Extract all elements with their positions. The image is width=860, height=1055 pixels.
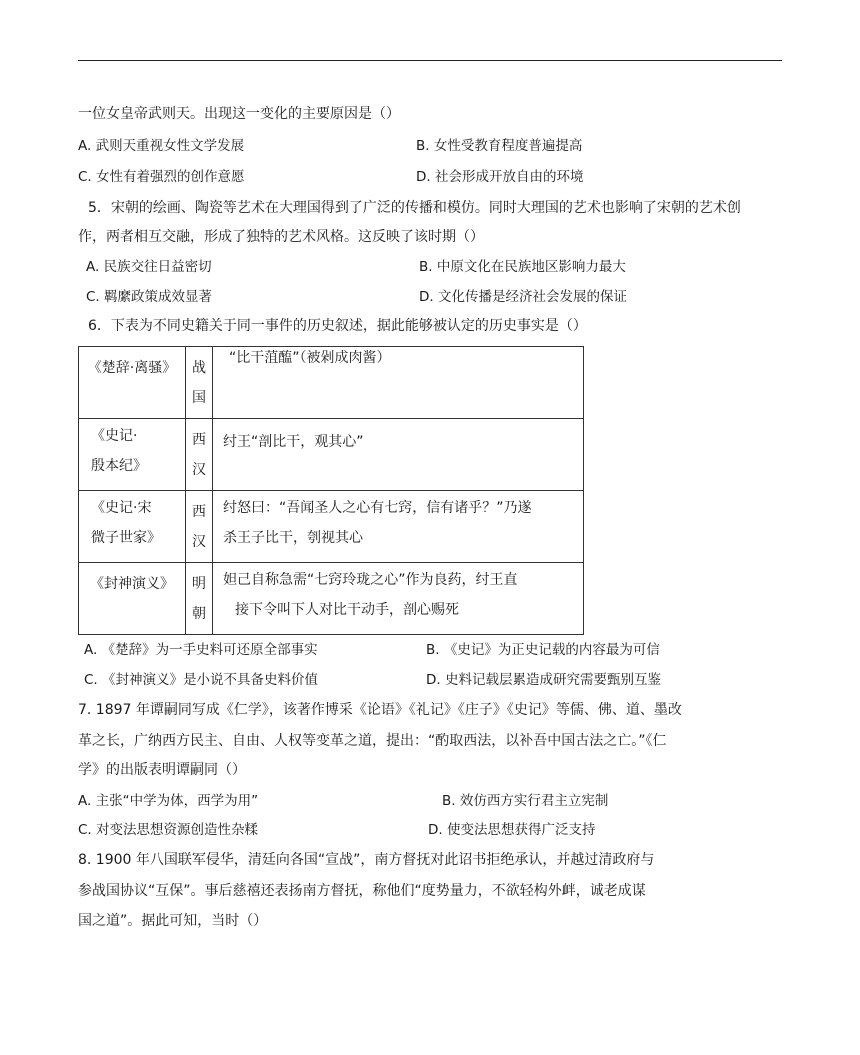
q5-stem-line2: 作，两者相互交融，形成了独特的艺术风格。这反映了该时期（）: [78, 229, 484, 245]
source-name: 《封神演义》: [90, 576, 174, 592]
q7-option-c: C. 对变法思想资源创造性杂糅: [78, 822, 259, 838]
q8-stem-line2: 参战国协议“互保”。事后慈禧还表扬南方督抚，称他们“度势量力，不欲轻构外衅，诚老成谋: [78, 883, 646, 899]
era-cell: [186, 347, 213, 419]
q7-option-b: B. 效仿西方实行君主立宪制: [442, 793, 609, 809]
q6-option-d: D. 史料记载层累造成研究需要甄别互鉴: [426, 672, 661, 688]
era-char: 汉: [192, 534, 206, 550]
narrative-text: 纣怒曰：“吾闻圣人之心有七窍，信有诸乎？”乃遂: [223, 500, 532, 516]
narrative-cell: [213, 419, 584, 491]
era-cell: [186, 491, 213, 563]
narrative-cell: [213, 563, 584, 635]
header-rule: [78, 60, 782, 61]
q4-option-b: B. 女性受教育程度普遍提高: [416, 138, 583, 154]
q7-stem-line3: 学》的出版表明谭嗣同（）: [78, 762, 246, 778]
source-cell: [79, 563, 186, 635]
era-char: 西: [192, 432, 206, 448]
q6-option-a: A. 《楚辞》为一手史料可还原全部事实: [84, 642, 318, 658]
q4-option-d: D. 社会形成开放自由的环境: [416, 169, 584, 185]
q7-option-d: D. 使变法思想获得广泛支持: [428, 822, 596, 838]
q6-option-c: C. 《封神演义》是小说不具备史料价值: [84, 672, 319, 688]
source-name: 殷本纪》: [91, 458, 147, 474]
q5-option-a: A. 民族交往日益密切: [86, 259, 212, 275]
q7-stem-line2: 革之长，广纳西方民主、自由、人权等变革之道，提出：“酌取西法，以补吾中国古法之亡。”《仁: [78, 733, 667, 749]
q7-option-a: A. 主张“中学为体，西学为用”: [78, 793, 259, 809]
q4-option-a: A. 武则天重视女性文学发展: [78, 138, 245, 154]
era-char: 战: [192, 360, 206, 376]
era-char: 国: [192, 390, 206, 406]
table-row: [79, 419, 584, 491]
narrative-cell: [213, 491, 584, 563]
q6-option-b: B. 《史记》为正史记载的内容最为可信: [426, 642, 660, 658]
source-cell: [79, 419, 186, 491]
narrative-text: 纣王“剖比干，观其心”: [223, 434, 364, 450]
table-row: [79, 563, 584, 635]
q5-option-b: B. 中原文化在民族地区影响力最大: [419, 259, 626, 275]
source-name: 微子世家》: [91, 530, 161, 546]
era-char: 西: [192, 504, 206, 520]
narrative-cell: [213, 347, 584, 419]
source-name: 《史记·宋: [91, 500, 152, 516]
q4-stem: 一位女皇帝武则天。出现这一变化的主要原因是（）: [78, 106, 400, 122]
table-row: [79, 347, 584, 419]
q4-option-c: C. 女性有着强烈的创作意愿: [78, 169, 245, 185]
q7-stem-line1: 7. 1897 年谭嗣同写成《仁学》，该著作博采《论语》《礼记》《庄子》《史记》等儒、佛、道、墨改: [78, 702, 682, 718]
source-name: 《楚辞·离骚》: [87, 360, 177, 376]
table-row: [79, 491, 584, 563]
narrative-text: 妲己自称急需“七窍玲珑之心”作为良药，纣王直: [223, 572, 518, 588]
source-cell: [79, 491, 186, 563]
narrative-text: 杀王子比干，刳视其心: [223, 530, 363, 546]
q8-stem-line3: 国之道”。据此可知，当时（）: [78, 913, 268, 929]
era-char: 朝: [192, 606, 206, 622]
q5-option-d: D. 文化传播是经济社会发展的保证: [419, 289, 627, 305]
era-char: 明: [192, 576, 206, 592]
source-name: 《史记·: [91, 428, 138, 444]
era-cell: [186, 563, 213, 635]
era-cell: [186, 419, 213, 491]
era-char: 汉: [192, 462, 206, 478]
q5-option-c: C. 羁縻政策成效显著: [86, 289, 213, 305]
q6-stem: 6．下表为不同史籍关于同一事件的历史叙述，据此能够被认定的历史事实是（）: [88, 318, 587, 334]
narrative-text: “比干菹醢”（被剁成肉酱）: [229, 350, 391, 366]
history-sources-table: [78, 346, 584, 635]
q8-stem-line1: 8. 1900 年八国联军侵华，清廷向各国“宣战”，南方督抚对此诏书拒绝承认，并越过清政府与: [78, 852, 655, 868]
narrative-text: 接下令叫下人对比干动手，剖心赐死: [235, 602, 459, 618]
source-cell: [79, 347, 186, 419]
q5-stem-line1: 5．宋朝的绘画、陶瓷等艺术在大理国得到了广泛的传播和模仿。同时大理国的艺术也影响了宋朝的艺术创: [88, 200, 741, 216]
